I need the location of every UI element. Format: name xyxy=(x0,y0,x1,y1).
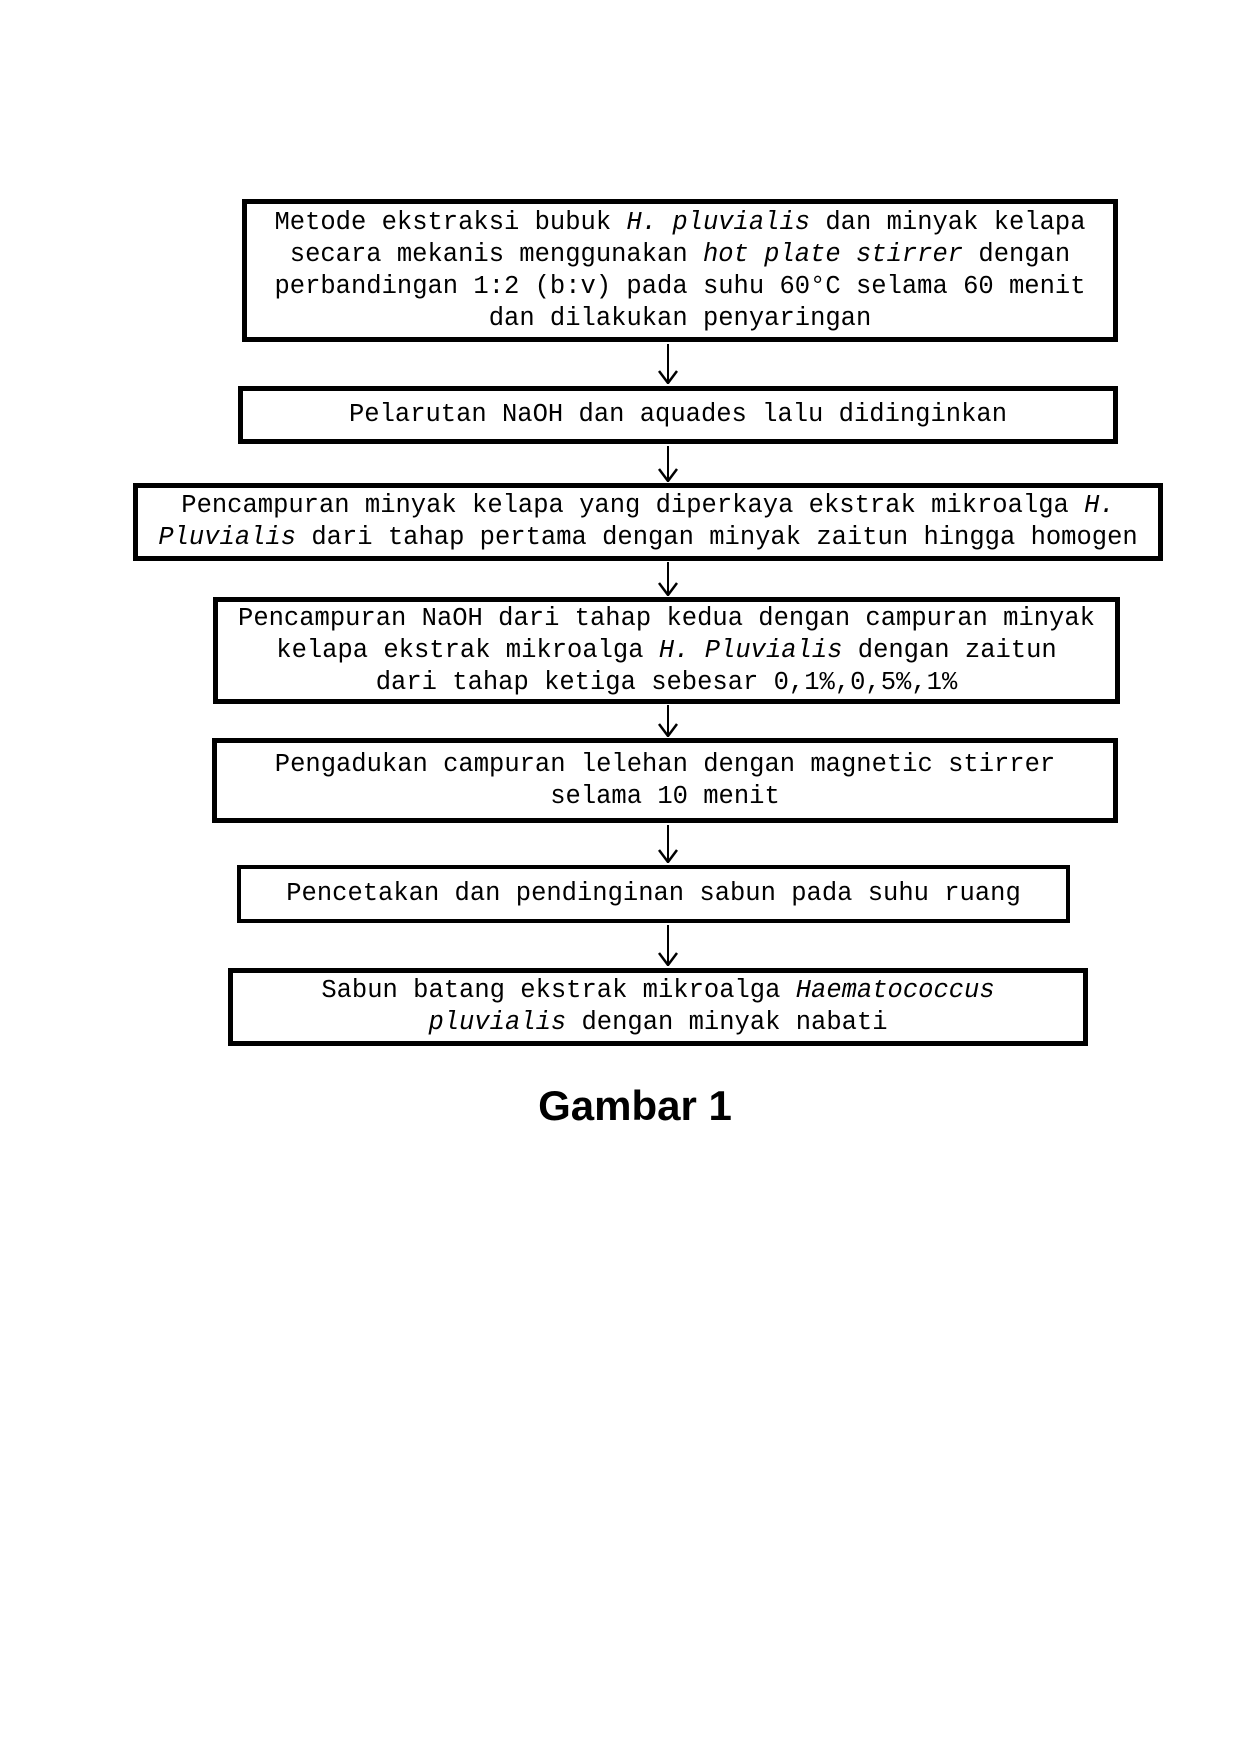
text-segment: dari tahap ketiga sebesar 0,1%,0,5%,1% xyxy=(375,667,958,697)
text-line xyxy=(276,635,1056,667)
flow-step-final-product xyxy=(228,968,1088,1046)
text-segment-italic: Pluvialis xyxy=(158,523,297,552)
arrow-down-icon xyxy=(656,705,680,737)
text-segment-italic: pluvialis xyxy=(428,1008,567,1037)
arrow-down-icon xyxy=(656,446,680,482)
text-segment: secara mekanis menggunakan xyxy=(289,239,703,269)
flow-step-oil-mixing xyxy=(133,483,1163,561)
flow-step-molding-cooling xyxy=(237,865,1070,923)
text-segment: selama 10 menit xyxy=(550,781,780,811)
figure-caption: Gambar 1 xyxy=(538,1082,732,1129)
text-segment: perbandingan 1:2 (b:v) pada suhu 60°C selama 60 menit xyxy=(274,271,1086,301)
text-segment: Metode ekstraksi bubuk xyxy=(274,207,627,237)
flow-step-extraction xyxy=(242,199,1118,342)
text-segment: dengan zaitun xyxy=(842,635,1057,665)
text-line xyxy=(275,749,1055,781)
text-segment: kelapa ekstrak mikroalga xyxy=(276,635,659,665)
text-segment-italic: hot plate stirrer xyxy=(702,239,964,269)
text-line xyxy=(286,878,1021,910)
text-line xyxy=(376,667,958,699)
arrow-down-icon xyxy=(656,925,680,966)
flow-step-stirring xyxy=(212,738,1118,823)
arrow-down-icon xyxy=(656,344,680,384)
arrow-down-icon xyxy=(656,825,680,863)
text-line xyxy=(158,522,1137,554)
text-segment: Pencetakan dan pendinginan sabun pada suhu ruang xyxy=(286,879,1021,908)
text-segment: Pengadukan campuran lelehan dengan magnetic stirrer xyxy=(274,749,1056,779)
text-line xyxy=(181,490,1114,522)
text-segment: dan dilakukan penyaringan xyxy=(488,303,872,333)
text-segment: dan minyak kelapa xyxy=(810,207,1086,237)
text-line xyxy=(428,1007,887,1039)
text-segment: Sabun batang ekstrak mikroalga xyxy=(321,976,796,1005)
text-segment: dengan minyak nabati xyxy=(566,1008,888,1037)
text-line xyxy=(321,975,994,1007)
text-line xyxy=(290,239,1070,271)
text-segment: dengan xyxy=(963,239,1071,269)
text-segment: Pencampuran minyak kelapa yang diperkaya ekstrak mikroalga xyxy=(181,491,1085,520)
text-segment: Pelarutan NaOH dan aquades lalu didinginkan xyxy=(348,400,1007,429)
text-segment-italic: H. Pluvialis xyxy=(658,635,843,665)
text-segment: Pencampuran NaOH dari tahap kedua dengan campuran minyak xyxy=(238,603,1095,633)
text-segment-italic: H. xyxy=(1084,491,1115,520)
text-line xyxy=(274,207,1085,239)
text-line xyxy=(489,303,872,335)
text-line xyxy=(274,271,1085,303)
text-segment-italic: H. pluvialis xyxy=(626,207,811,237)
text-segment-italic: Haematococcus xyxy=(795,976,995,1005)
text-line xyxy=(349,399,1007,431)
arrow-down-icon xyxy=(656,562,680,596)
text-segment: dari tahap pertama dengan minyak zaitun hingga homogen xyxy=(296,523,1138,552)
text-line xyxy=(550,781,780,813)
text-line xyxy=(238,603,1095,635)
flow-step-naoh-mixing xyxy=(213,597,1120,704)
flow-step-naoh-dissolution xyxy=(238,386,1118,444)
